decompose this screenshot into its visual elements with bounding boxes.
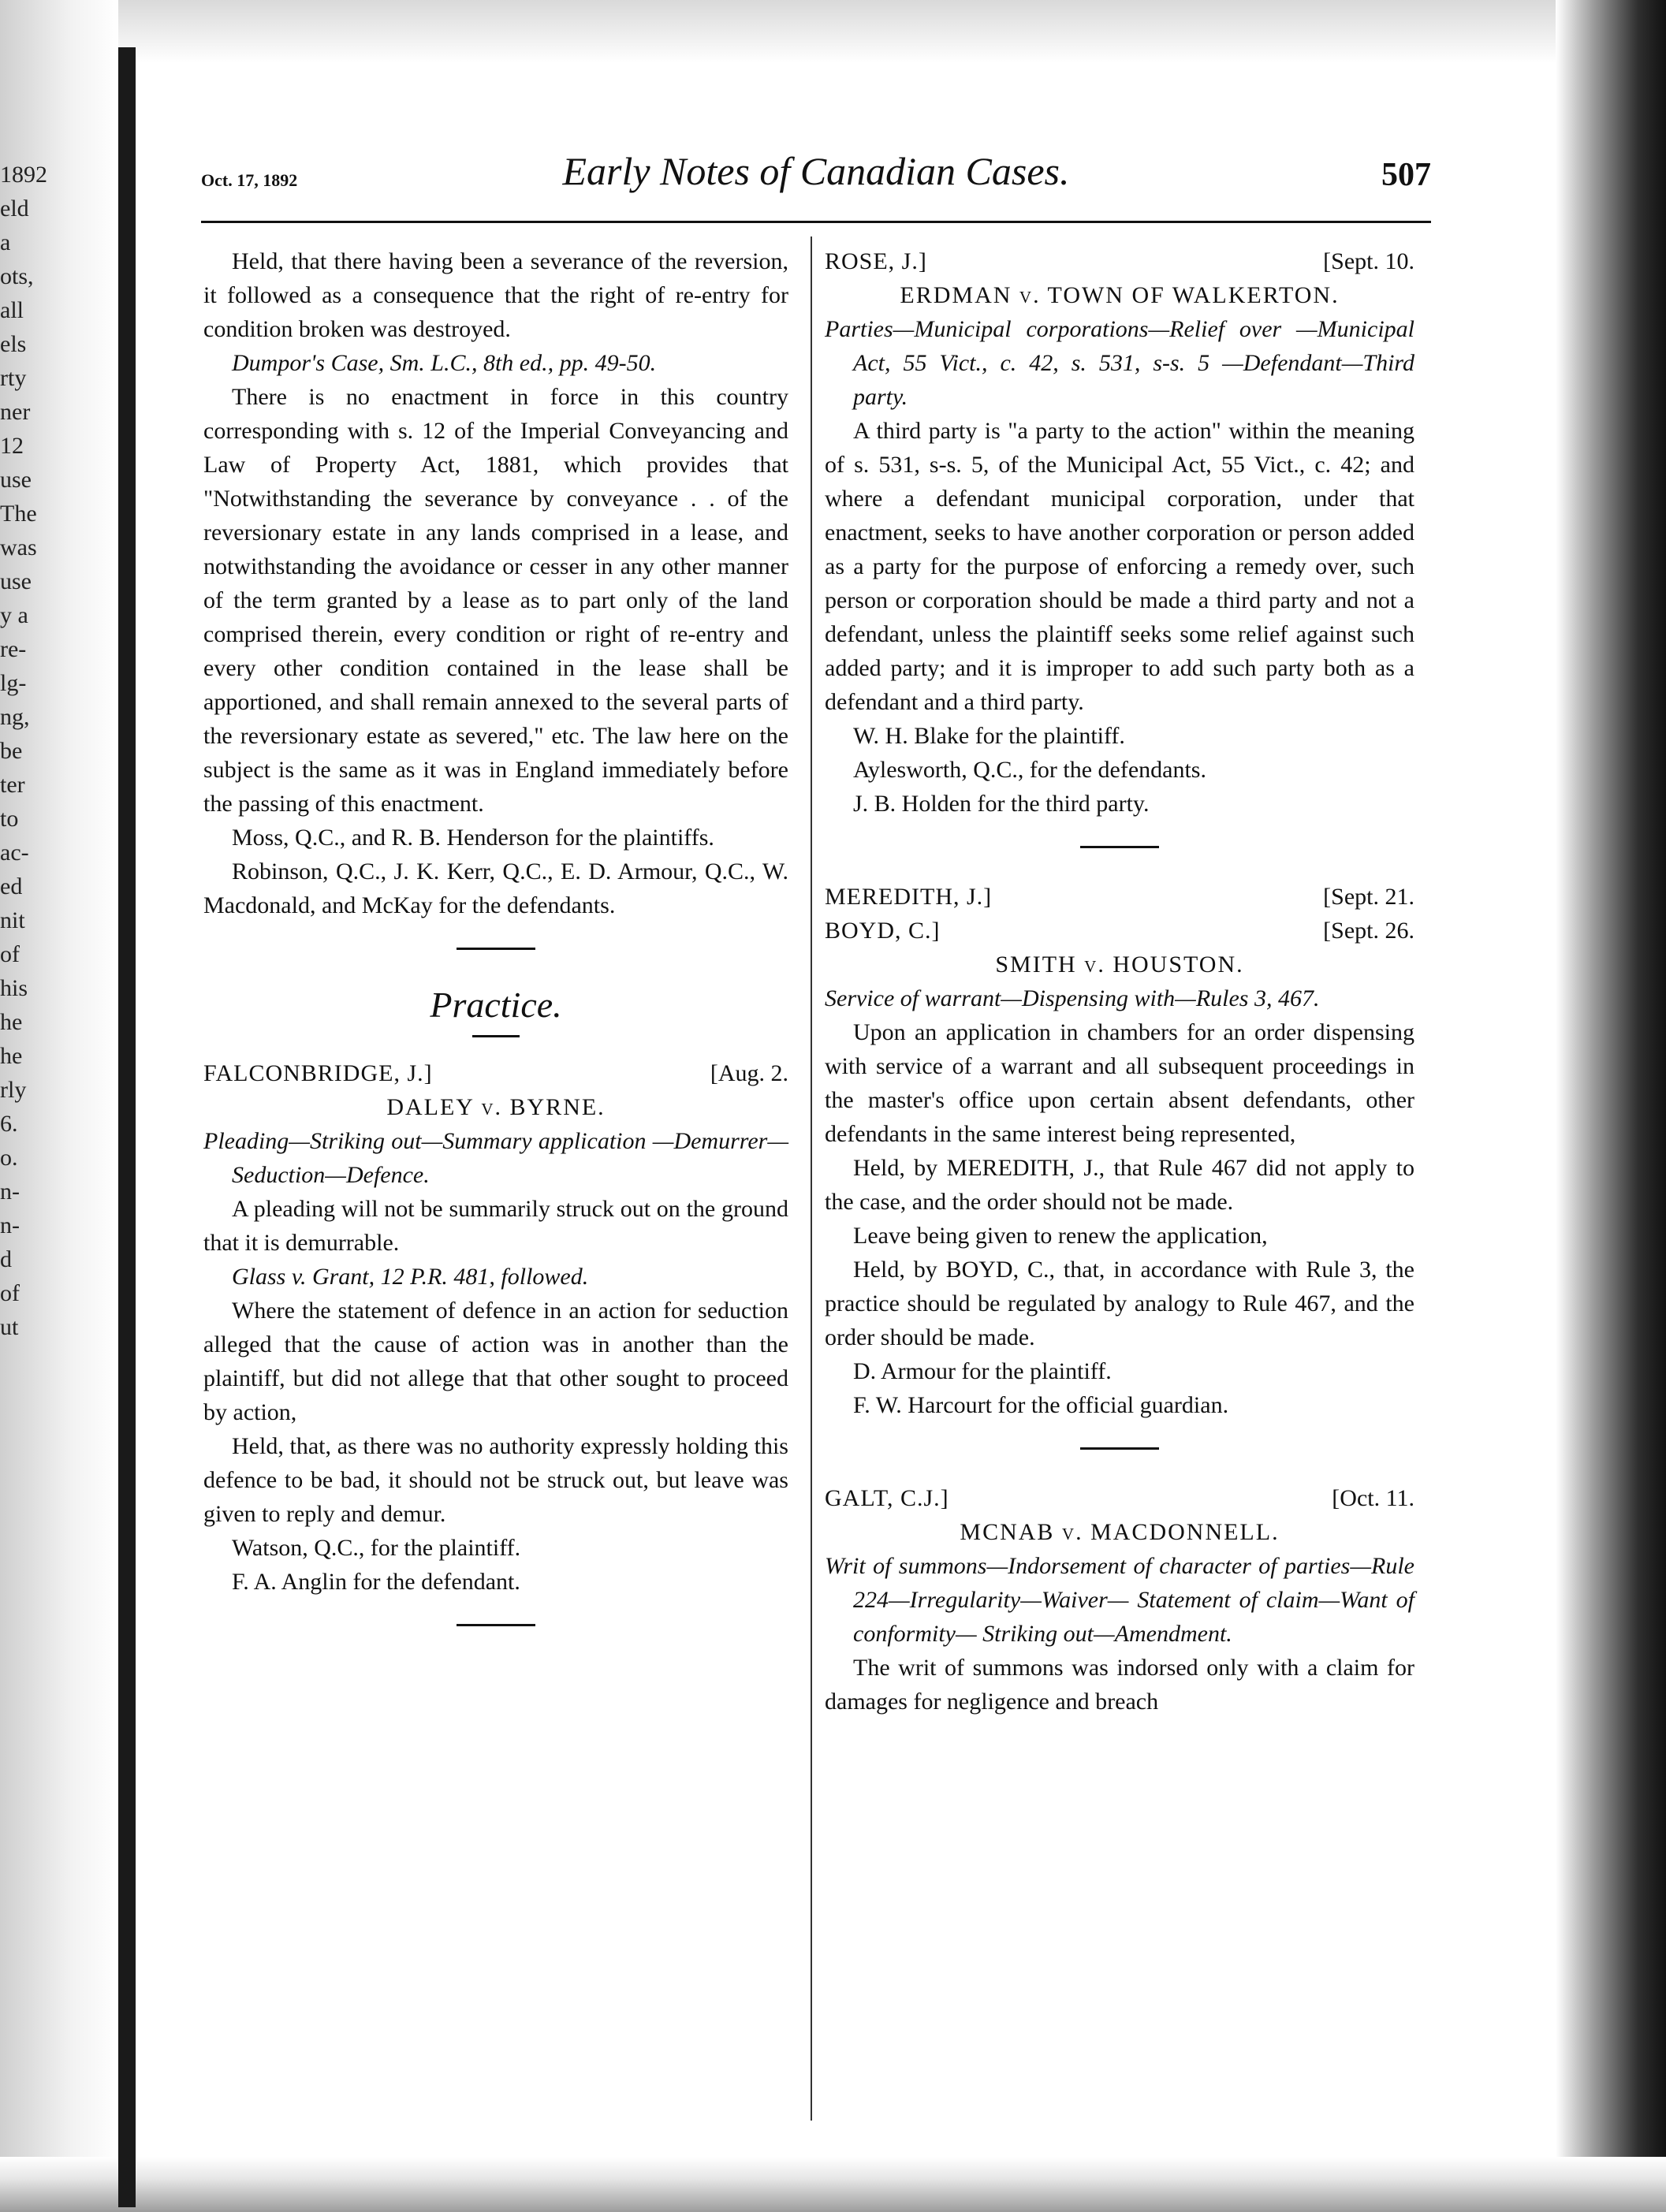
case-judge-line [203,1056,788,1090]
previous-page-fragment: of [0,1280,20,1306]
counsel-defendants: Robinson, Q.C., J. K. Kerr, Q.C., E. D. Armour, Q.C., W. Macdonald, and McKay for the defendants. [203,858,788,918]
previous-page-fragment: use [0,568,32,594]
previous-page-fragment: all [0,297,24,323]
right-column [825,244,1414,1719]
previous-page-fragment: was [0,534,37,560]
case-catchwords: Parties—Municipal corporations—Relief over —Municipal Act, 55 Vict., c. 42, s. 531, s-s. 5 —Defendant—Third party. [825,316,1414,410]
paragraph-enactment: There is no enactment in force in this country corresponding with s. 12 of the Imperial Conveyancing and Law of Property Act, 1881, which provides that "Notwithstanding the severance by conveyance . . of the reversionary estate in any lands comprised in a lease, and notwithstanding the avoidance or cesser in any other manner of the term granted by a lease as to part only of the land comprised therein, every condition or right of re-entry and every other condition contained in the lease shall be apportioned, and shall remain annexed to the several parts of the reversionary estate as severed," etc. The law here on the subject is the same as it was in England immediately before the passing of this enactment. [203,384,788,817]
page-header [201,148,1431,203]
scan-top-margin [118,0,1556,63]
case-catchwords: Writ of summons—Indorsement of character of parties—Rule 224—Irregularity—Waiver— Statement of claim—Want of conformity— Striking out—Amendment. [825,1553,1414,1647]
previous-page-fragment: of [0,941,20,967]
previous-page-fragment: 1892 [0,162,47,188]
previous-page-fragment: to [0,806,19,832]
scan-bottom-edge [0,2157,1666,2212]
paragraph-held: Held, that there having been a severance of the reversion, it followed as a consequence that the right of re-entry for condition broken was destroyed. [203,248,788,342]
previous-page-fragment: a [0,229,11,255]
previous-page-fragment: y a [0,602,28,628]
previous-page-fragment: he [0,1043,23,1069]
previous-page-fragments [0,158,49,1344]
book-binding-shadow [118,47,136,2207]
previous-page-fragment: ac- [0,840,29,866]
judgment-date: [Sept. 26. [1323,918,1414,944]
case-title: DALEY v. BYRNE. [386,1094,606,1120]
previous-page-fragment: ter [0,772,25,798]
judgment-date: [Sept. 21. [1323,884,1414,910]
paragraph: A pleading will not be summarily struck out on the ground that it is demurrable. [203,1196,788,1256]
judgment-date: [Aug. 2. [710,1060,788,1086]
previous-page-fragment: rty [0,365,27,391]
counsel-defendant: F. A. Anglin for the defendant. [232,1569,520,1595]
case-judge-line [825,880,1414,914]
judge-name: BOYD, C.] [825,918,941,944]
previous-page-fragment: n- [0,1179,20,1205]
counsel-plaintiff: Watson, Q.C., for the plaintiff. [232,1535,521,1561]
judge-name: GALT, C.J.] [825,1485,949,1511]
judge-name: FALCONBRIDGE, J.] [203,1060,433,1086]
previous-page-fragment: ng, [0,704,30,730]
previous-page-fragment: o. [0,1145,18,1171]
paragraph-held: Held, by BOYD, C., that, in accordance with Rule 3, the practice should be regulated by analogy to Rule 467, and the order should be made. [825,1257,1414,1350]
previous-page-fragment: he [0,1009,23,1035]
column-divider [811,236,812,2121]
case-judge-line [825,244,1414,278]
judge-name: ROSE, J.] [825,248,927,274]
previous-page-fragment: els [0,331,27,357]
previous-page-fragment: nit [0,907,25,933]
paragraph-held: Held, that, as there was no authority expressly holding this defence to be bad, it should not be struck out, but leave was given to reply and demur. [203,1433,788,1527]
left-column [203,244,788,1658]
scan-right-edge [1556,0,1666,2212]
case-judge-line [825,914,1414,948]
header-rule [201,221,1431,223]
previous-page-fragment: n- [0,1212,20,1238]
case-title: MCNAB v. MACDONNELL. [960,1519,1280,1545]
previous-page-fragment: d [0,1246,12,1272]
citation: Dumpor's Case, Sm. L.C., 8th ed., pp. 49-50. [232,350,657,376]
judgment-date: [Oct. 11. [1332,1485,1414,1511]
counsel-plaintiff: D. Armour for the plaintiff. [853,1358,1112,1384]
paragraph: Upon an application in chambers for an order dispensing with service of a warrant and all subsequent proceedings in the master's office upon certain absent defendants, other defendants in the same interest being represented, [825,1019,1414,1147]
previous-page-fragment: ut [0,1314,19,1340]
counsel-plaintiffs: Moss, Q.C., and R. B. Henderson for the plaintiffs. [232,825,714,851]
previous-page-fragment: ed [0,873,23,899]
section-heading-rule [472,1035,520,1037]
page-number: 507 [1381,157,1431,193]
counsel-plaintiff: W. H. Blake for the plaintiff. [853,723,1125,749]
case-judge-line [825,1481,1414,1515]
previous-page-fragment: eld [0,196,29,222]
paragraph-held: Held, by MEREDITH, J., that Rule 467 did not apply to the case, and the order should not be made. [825,1155,1414,1215]
case-separator [1080,1447,1159,1450]
counsel-defendants: Aylesworth, Q.C., for the defendants. [853,757,1206,783]
counsel-guardian: F. W. Harcourt for the official guardian. [853,1392,1229,1418]
previous-page-fragment: rly [0,1077,27,1103]
section-separator [457,948,535,950]
previous-page-fragment: ots, [0,263,34,289]
case-catchwords: Service of warrant—Dispensing with—Rules 3, 467. [825,985,1320,1011]
judge-name: MEREDITH, J.] [825,884,993,910]
case-title: SMITH v. HOUSTON. [995,951,1244,978]
previous-page-fragment: 12 [0,433,24,459]
section-heading: Practice. [430,985,562,1025]
previous-page-fragment: be [0,738,23,764]
previous-page-fragment: re- [0,636,27,662]
citation: Glass v. Grant, 12 P.R. 481, followed. [232,1264,589,1290]
case-catchwords: Pleading—Striking out—Summary application —Demurrer—Seduction—Defence. [203,1128,788,1188]
case-title: ERDMAN v. TOWN OF WALKERTON. [900,282,1340,308]
case-separator [1080,846,1159,848]
paragraph: Leave being given to renew the application, [853,1223,1268,1249]
case-separator [457,1624,535,1626]
header-title: Early Notes of Canadian Cases. [562,149,1070,193]
judgment-date: [Sept. 10. [1323,248,1414,274]
paragraph: The writ of summons was indorsed only with a claim for damages for negligence and breach [825,1655,1414,1715]
previous-page-fragment: use [0,467,32,493]
previous-page-fragment: The [0,501,37,527]
previous-page-fragment: lg- [0,670,27,696]
header-date: Oct. 17, 1892 [201,170,298,190]
previous-page-fragment: ner [0,399,31,425]
previous-page-fragment: 6. [0,1111,18,1137]
paragraph: A third party is "a party to the action" within the meaning of s. 531, s-s. 5, of the Municipal Act, 55 Vict., c. 42; and where a defendant municipal corporation, under that enactment, seeks to have another corporation or person added as a party for the purpose of enforcing a remedy over, such person or corporation should be made a third party and not a defendant, unless the plaintiff seeks some relief against such added party; and it is improper to add such party both as a defendant and a third party. [825,418,1414,715]
previous-page-fragment: his [0,975,28,1001]
counsel-third-party: J. B. Holden for the third party. [853,791,1150,817]
paragraph: Where the statement of defence in an action for seduction alleged that the cause of action was in another than the plaintiff, but did not allege that that other sought to proceed by action, [203,1298,788,1425]
